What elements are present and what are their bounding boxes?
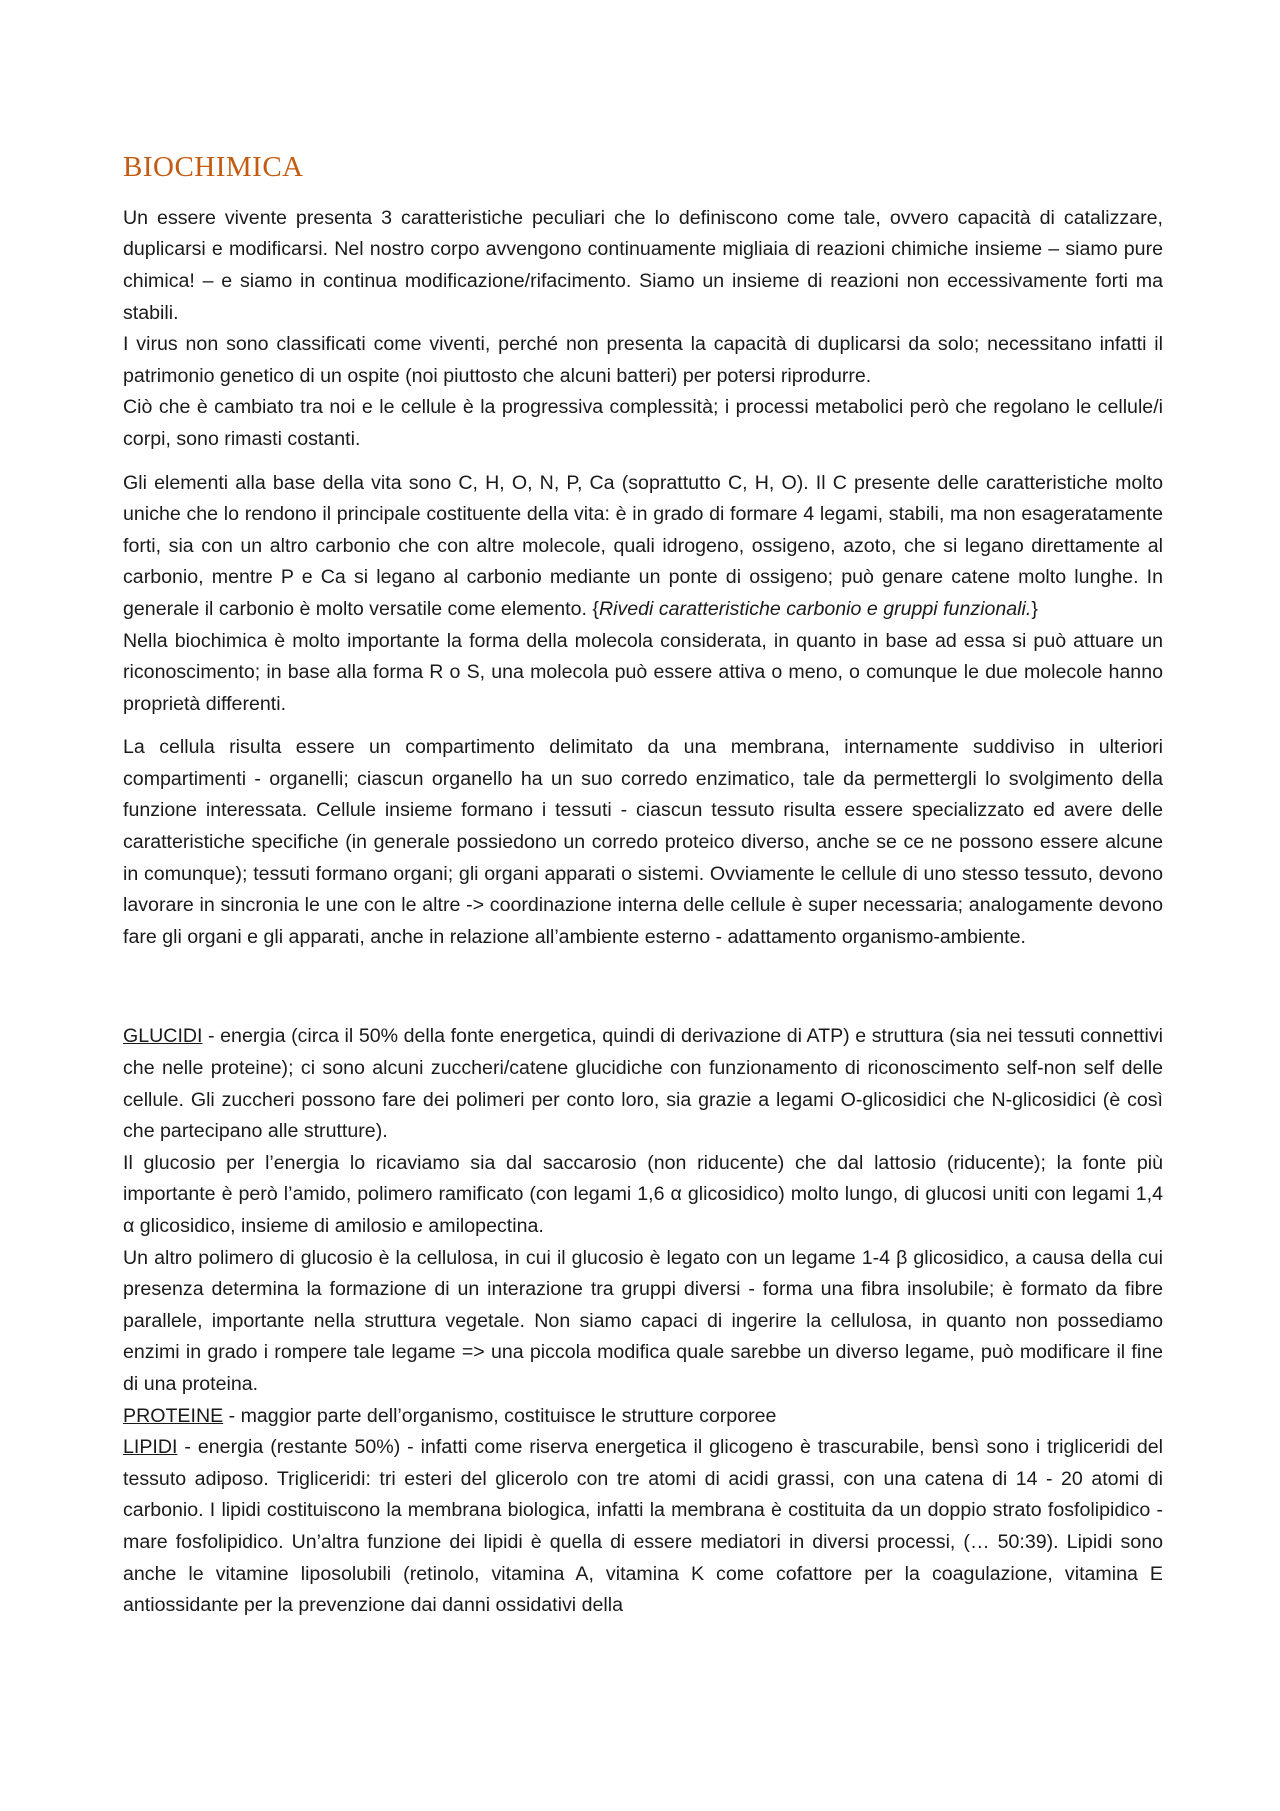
paragraph-glucidi (123, 1021, 1163, 1147)
paragraph-cellulosa: Un altro polimero di glucosio è la cellulosa, in cui il glucosio è legato con un legame 1-4 β glicosidico, a causa della cui presenza determina la formazione di un interazione tra gruppi diversi - forma una fibra insolubile; è formato da fibre parallele, importante nella struttura vegetale. Non siamo capaci di ingerire la cellulosa, in quanto non possediamo enzimi in grado i rompere tale legame => una piccola modifica quale sarebbe un diverso legame, può modificare il fine di una proteina. (123, 1246, 1163, 1395)
paragraph-elements (123, 468, 1163, 626)
spacer (123, 720, 1163, 732)
spacer (123, 953, 1163, 1021)
heading-glucidi: GLUCIDI (123, 1025, 203, 1048)
heading-lipidi: LIPIDI (123, 1436, 178, 1459)
paragraph-shape: Nella biochimica è molto importante la forma della molecola considerata, in quanto in base ad essa si può attuare un riconoscimento; in base alla forma R o S, una molecola può essere attiva o meno, o comunque le due molecole hanno proprietà differenti. (123, 629, 1163, 715)
paragraph-proteine (123, 1401, 1163, 1433)
paragraph-glucosio: Il glucosio per l’energia lo ricaviamo sia dal saccarosio (non riducente) che dal lattosio (riducente); la fonte più importante è però l’amido, polimero ramificato (con legami 1,6 α glicosidico) molto lungo, di glucosi uniti con legami 1,4 α glicosidico, insieme di amilosio e amilopectina. (123, 1151, 1163, 1238)
glucidi-text: - energia (circa il 50% della fonte energetica, quindi di derivazione di ATP) e struttura (sia nei tessuti connettivi che nelle proteine); ci sono alcuni zuccheri/catene glucidiche con funzionamento di riconoscimento self-non self delle cellule. Gli zuccheri possono fare dei polimeri per conto loro, sia grazie a legami O-glicosidici che N-glicosidici (è così che partecipano alle strutture). (123, 1025, 1163, 1143)
lipidi-text: - energia (restante 50%) - infatti come riserva energetica il glicogeno è trascurabile, bensì sono i trigliceridi del tessuto adiposo. Trigliceridi: tri esteri del glicerolo con tre atomi di acidi grassi, con una catena di 14 - 20 atomi di carbonio. I lipidi costituiscono la membrana biologica, infatti la membrana è costituita da un doppio strato fosfolipidico - mare fosfolipidico. Un’altra funzione dei lipidi è quella di essere mediatori in diversi processi, (… 50:39). Lipidi sono anche le vitamine liposolubili (retinolo, vitamina A, vitamina K come cofattore per la coagulazione, vitamina E antiossidante per la prevenzione dai danni ossidativi della (123, 1436, 1163, 1617)
paragraph-intro-1: Un essere vivente presenta 3 caratteristiche peculiari che lo definiscono come tale, ovvero capacità di catalizzare, duplicarsi e modificarsi. Nel nostro corpo avvengono continuamente migliaia di reazioni chimiche insieme – siamo pure chimica! – e siamo in continua modificazione/rifacimento. Siamo un insieme di reazioni non eccessivamente forti ma stabili. (123, 206, 1163, 324)
proteine-text: - maggior parte dell’organismo, costituisce le strutture corporee (223, 1404, 777, 1427)
heading-proteine: PROTEINE (123, 1404, 224, 1427)
paragraph-intro-2: I virus non sono classificati come viventi, perché non presenta la capacità di duplicarsi da solo; necessitano infatti il patrimonio genetico di un ospite (noi piuttosto che alcuni batteri) per potersi riprodurre. (123, 333, 1163, 387)
paragraph-cell: La cellula risulta essere un compartimento delimitato da una membrana, internamente suddiviso in ulteriori compartimenti - organelli; ciascun organello ha un suo corredo enzimatico, tale da permettergli lo svolgimento della funzione interessata. Cellule insieme formano i tessuti - ciascun tessuto risulta essere specializzato ed avere delle caratteristiche specifiche (in generale possiedono un corredo proteico diverso, anche se ce ne possono essere alcune in comunque); tessuti formano organi; gli organi apparati o sistemi. Ovviamente le cellule di uno stesso tessuto, devono lavorare in sincronia le une con le altre -> coordinazione interna delle cellule è super necessaria; analogamente devono fare gli organi e gli apparati, anche in relazione all’ambiente esterno - adattamento organismo-ambiente. (123, 736, 1163, 948)
paragraph-intro-3: Ciò che è cambiato tra noi e le cellule è la progressiva complessità; i processi metabolici però che regolano le cellule/i corpi, sono rimasti costanti. (123, 396, 1163, 450)
elements-italic-note: Rivedi caratteristiche carbonio e gruppi funzionali. (598, 597, 1032, 620)
paragraph-lipidi (123, 1432, 1163, 1622)
spacer (123, 456, 1163, 468)
elements-close: } (1031, 597, 1038, 620)
document-title: BIOCHIMICA (123, 151, 304, 183)
document-page (123, 150, 1163, 1622)
elements-text: Gli elementi alla base della vita sono C, H, O, N, P, Ca (soprattutto C, H, O). Il C presente delle caratteristiche molto uniche che lo rendono il principale costituente della vita: è in grado di formare 4 legami, stabili, ma non esageratamente forti, sia con un altro carbonio che con altre molecole, quali idrogeno, ossigeno, azoto, che si legano direttamente al carbonio, mentre P e Ca si legano al carbonio mediante un ponte di ossigeno; può genare catene molto lunghe. In generale il carbonio è molto versatile come elemento. { (123, 471, 1163, 620)
